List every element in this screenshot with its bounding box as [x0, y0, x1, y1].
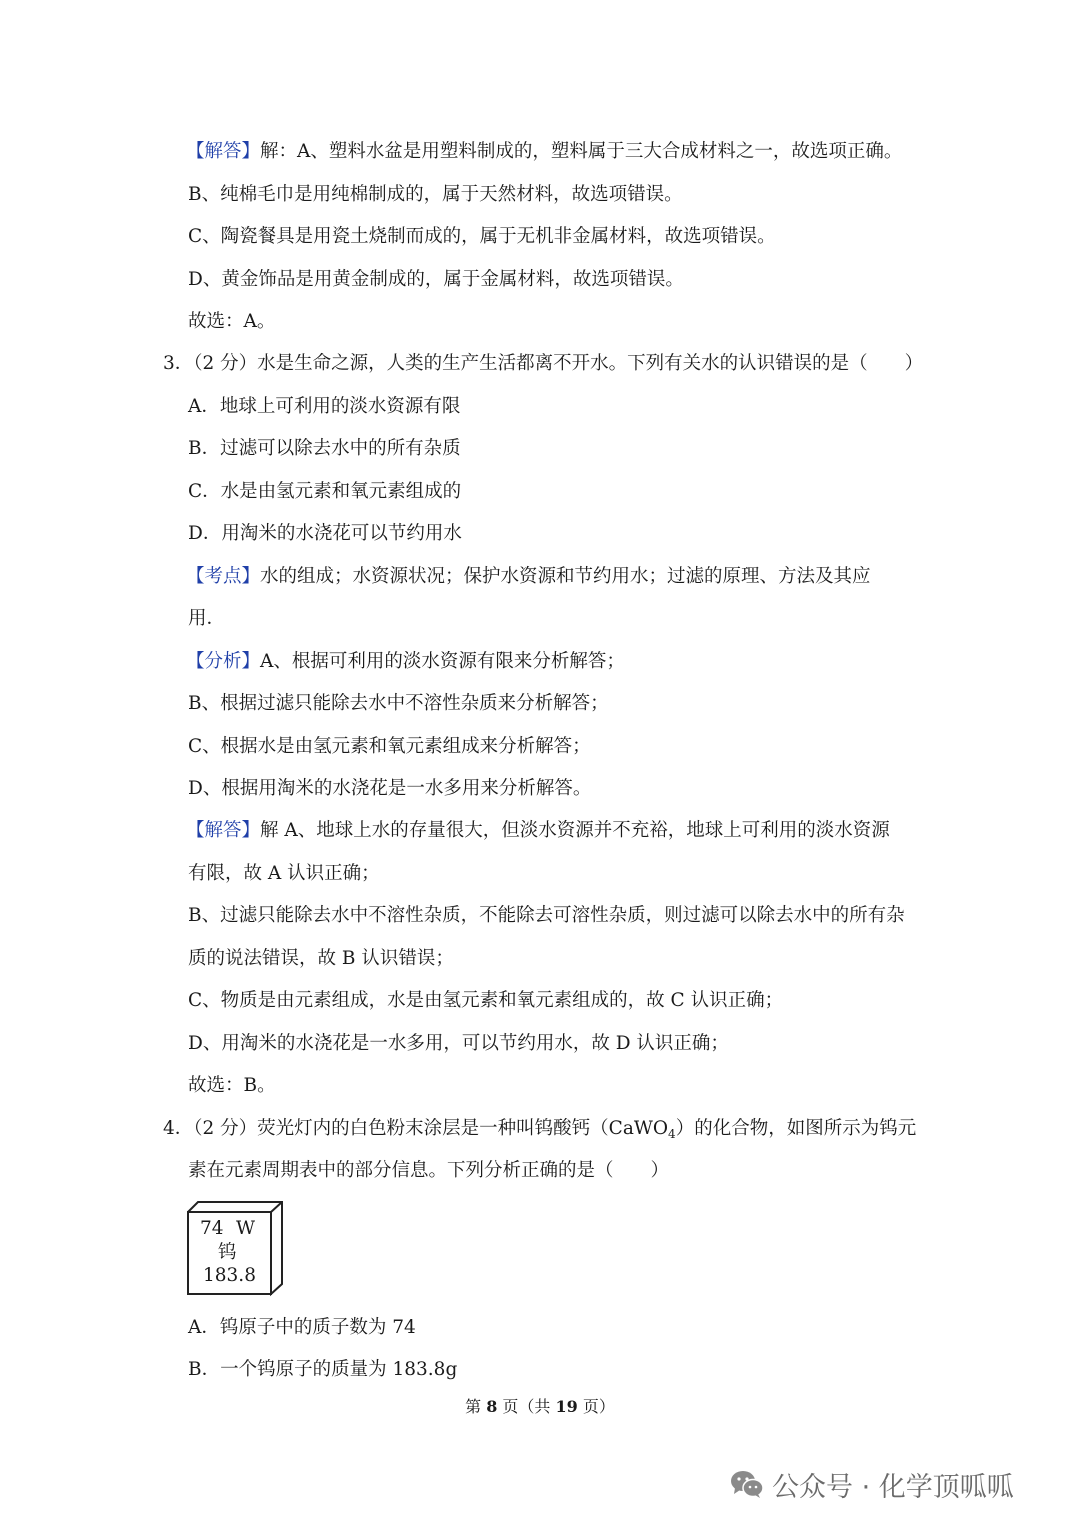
wechat-icon — [730, 1469, 764, 1499]
watermark-text: 公众号 · 化学顶呱呱 — [772, 1471, 1014, 1503]
element-name: 钨 — [218, 1242, 237, 1263]
q3-choice: 故选：B。 — [188, 1075, 276, 1096]
q3-option-c: C．水是由氢元素和氧元素组成的 — [188, 481, 462, 502]
q3-fenxi-line-2: B、根据过滤只能除去水中不溶性杂质来分析解答； — [188, 693, 609, 714]
q3-jieda-line-2: 有限，故 A 认识正确； — [188, 863, 380, 884]
q2-answer-line-1: 【解答】解：A、塑料水盆是用塑料制成的，塑料属于三大合成材料之一，故选项正确。 — [186, 141, 903, 162]
q3-fenxi-line-1: 【分析】A、根据可利用的淡水资源有限来分析解答； — [186, 651, 625, 672]
page-footer: 第 8 页（共 19 页） — [465, 1397, 615, 1416]
element-atomic-mass: 183.8 — [203, 1265, 256, 1286]
q3-jieda-line-6: D、用淘米的水浇花是一水多用，可以节约用水，故 D 认识正确； — [188, 1033, 729, 1054]
element-symbol: W — [236, 1218, 256, 1239]
q2-choice: 故选：A。 — [188, 311, 276, 332]
answer-tag: 【解答】 — [186, 141, 261, 162]
element-cell-figure — [187, 1201, 287, 1297]
q3-option-a: A．地球上可利用的淡水资源有限 — [188, 396, 461, 417]
q3-fenxi-line-4: D、根据用淘米的水浇花是一水多用来分析解答。 — [188, 778, 592, 799]
q2-answer-line-3: C、陶瓷餐具是用瓷土烧制而成的，属于无机非金属材料，故选项错误。 — [188, 226, 776, 247]
q3-jieda-line-4: 质的说法错误，故 B 认识错误； — [188, 948, 454, 969]
q2-answer-line-4: D、黄金饰品是用黄金制成的，属于金属材料，故选项错误。 — [188, 269, 684, 290]
q3-option-d: D．用淘米的水浇花可以节约用水 — [188, 523, 462, 544]
jieda-tag: 【解答】 — [186, 820, 261, 841]
q3-stem: 3．（2 分）水是生命之源，人类的生产生活都离不开水。下列有关水的认识错误的是（ ） — [163, 353, 924, 374]
q4-option-a: A．钨原子中的质子数为 74 — [188, 1317, 416, 1338]
total-pages: 19 — [555, 1397, 578, 1416]
q4-option-b: B．一个钨原子的质量为 183.8g — [188, 1359, 458, 1380]
watermark — [730, 1464, 1014, 1504]
q3-kaodian-line-2: 用． — [188, 608, 226, 629]
q3-jieda-line-1: 【解答】解 A、地球上水的存量很大，但淡水资源并不充裕，地球上可利用的淡水资源 — [186, 820, 890, 841]
q2-answer-line-2: B、纯棉毛巾是用纯棉制成的，属于天然材料，故选项错误。 — [188, 184, 683, 205]
q3-fenxi-line-3: C、根据水是由氢元素和氧元素组成来分析解答； — [188, 736, 591, 757]
element-atomic-number: 74 — [200, 1218, 224, 1239]
q4-stem-line-1: 4．（2 分）荧光灯内的白色粉末涂层是一种叫钨酸钙（CaWO$_4$）的化合物，如图所示为钨元 — [163, 1118, 917, 1141]
q4-stem-line-2: 素在元素周期表中的部分信息。下列分析正确的是（ ） — [188, 1160, 670, 1181]
kaodian-tag: 【考点】 — [186, 566, 261, 587]
q3-option-b: B．过滤可以除去水中的所有杂质 — [188, 438, 461, 459]
q3-kaodian-line-1: 【考点】水的组成；水资源状况；保护水资源和节约用水；过滤的原理、方法及其应 — [186, 566, 871, 587]
q3-jieda-line-5: C、物质是由元素组成，水是由氢元素和氧元素组成的，故 C 认识正确； — [188, 990, 784, 1011]
q3-jieda-line-3: B、过滤只能除去水中不溶性杂质，不能除去可溶性杂质，则过滤可以除去水中的所有杂 — [188, 905, 905, 926]
page-number: 8 — [486, 1397, 498, 1416]
fenxi-tag: 【分析】 — [186, 651, 261, 672]
